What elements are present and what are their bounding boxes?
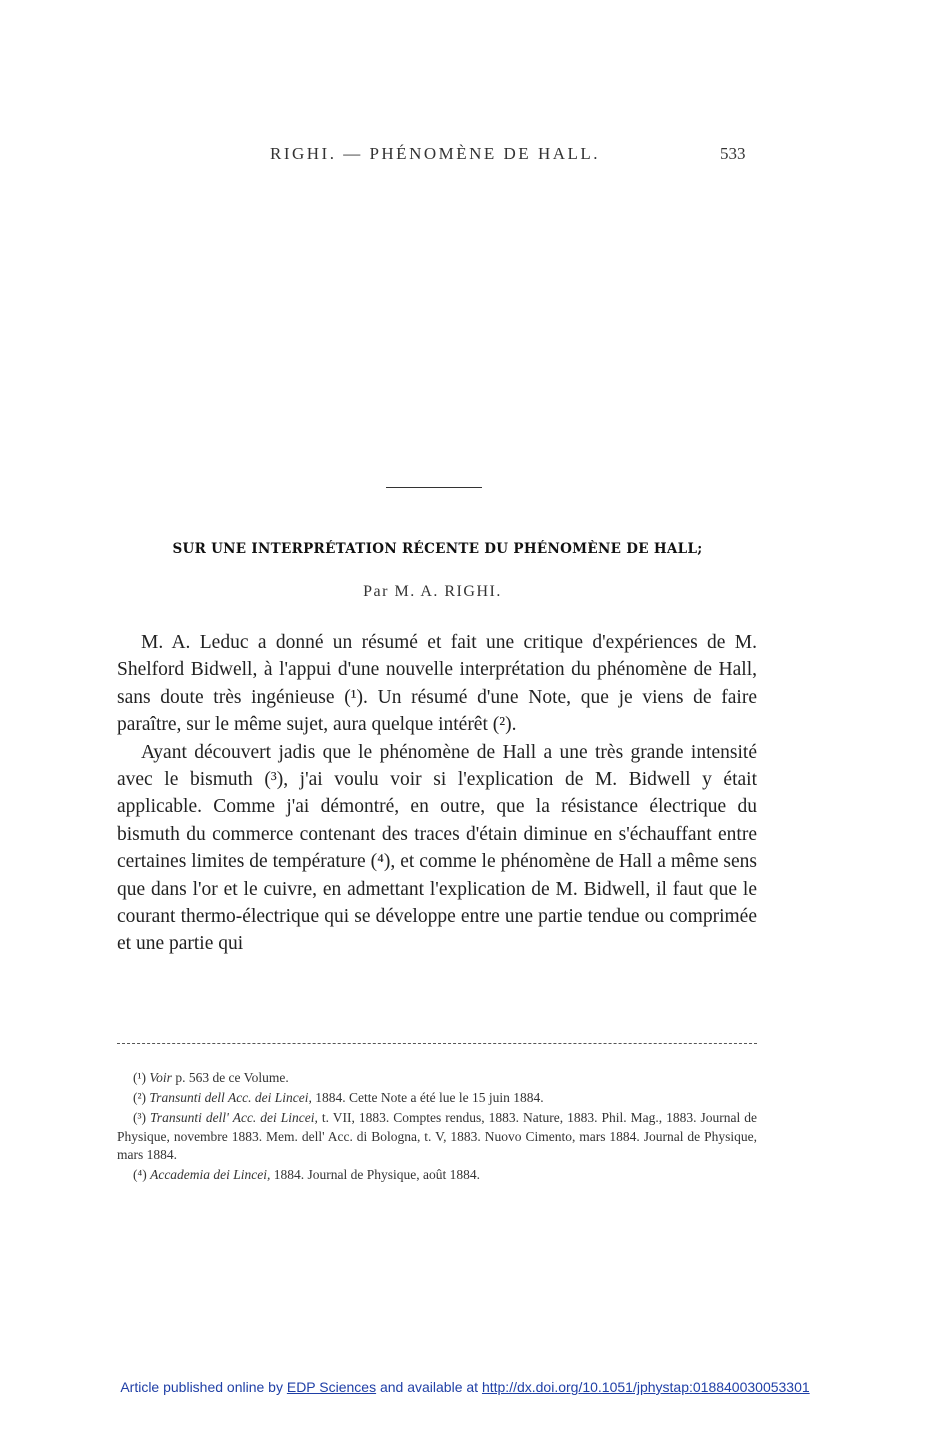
footnote-text: 1884. Journal de Physique, août 1884.	[270, 1167, 481, 1182]
author-byline: Par M. A. RIGHI.	[363, 583, 502, 600]
paper-title: SUR UNE INTERPRÉTATION RÉCENTE DU PHÉNOMÈNE DE HALL;	[172, 541, 703, 557]
footnotes	[117, 1069, 757, 1186]
footnote-source: Transunti dell' Acc. dei Lincei,	[150, 1110, 318, 1125]
footnote	[117, 1089, 757, 1108]
footnote	[117, 1069, 757, 1088]
footer-prefix: Article published online by	[120, 1379, 287, 1395]
footnote-marker: (³)	[133, 1110, 147, 1125]
footnote-text: t. VII, 1883. Comptes rendus, 1883. Nature, 1883. Phil. Mag., 1883. Journal de Physique, novembre 1883. Mem. dell' Acc. di Bologna, t. V, 1883. Nuovo Cimento, mars 1884. Journal de Physique, mars 1884.	[117, 1110, 757, 1162]
doi-link[interactable]: http://dx.doi.org/10.1051/jphystap:018840030053301	[481, 1379, 810, 1395]
body-paragraph: M. A. Leduc a donné un résumé et fait une critique d'expériences de M. Shelford Bidwell, à l'appui d'une nouvelle interprétation du phénomène de Hall, sans doute très ingénieuse (¹). Un résumé d'une Note, que je viens de faire paraître, sur le même sujet, aura quelque intérêt (²).	[117, 632, 757, 736]
footnote-source: Accademia dei Lincei,	[150, 1167, 271, 1182]
publisher-link[interactable]: EDP Sciences	[286, 1379, 377, 1395]
running-title: RIGHI. — PHÉNOMÈNE DE HALL.	[269, 144, 601, 163]
article-body	[117, 629, 757, 958]
page-number: 533	[720, 144, 746, 163]
footnote-rule	[117, 1043, 757, 1044]
body-paragraph: Ayant découvert jadis que le phénomène de Hall a une très grande intensité avec le bismuth (³), j'ai voulu voir si l'explication de M. Bidwell y était applicable. Comme j'ai démontré, en outre, que la résistance électrique du bismuth du commerce contenant des traces d'étain diminue en s'échauffant entre certaines limites de température (⁴), et comme le phénomène de Hall a même sens que dans l'or et le cuivre, en admettant l'explication de M. Bidwell, il faut que le courant thermo-électrique qui se développe entre une partie tendue ou comprimée et une partie qui	[117, 741, 757, 955]
footnote	[117, 1109, 757, 1165]
footnote-text: 1884. Cette Note a été lue le 15 juin 1884.	[311, 1090, 544, 1105]
footnote-text: p. 563 de ce Volume.	[171, 1070, 289, 1085]
footnote-marker: (¹)	[133, 1070, 147, 1085]
footnote-marker: (⁴)	[133, 1167, 147, 1182]
footnote-source: Voir	[149, 1070, 172, 1085]
footnote-source: Transunti dell Acc. dei Lincei,	[149, 1090, 312, 1105]
publication-footer	[0, 1379, 930, 1395]
footnote-marker: (²)	[133, 1090, 147, 1105]
footnote	[117, 1166, 757, 1185]
title-divider	[386, 487, 482, 488]
footer-middle: and available at	[376, 1379, 482, 1395]
